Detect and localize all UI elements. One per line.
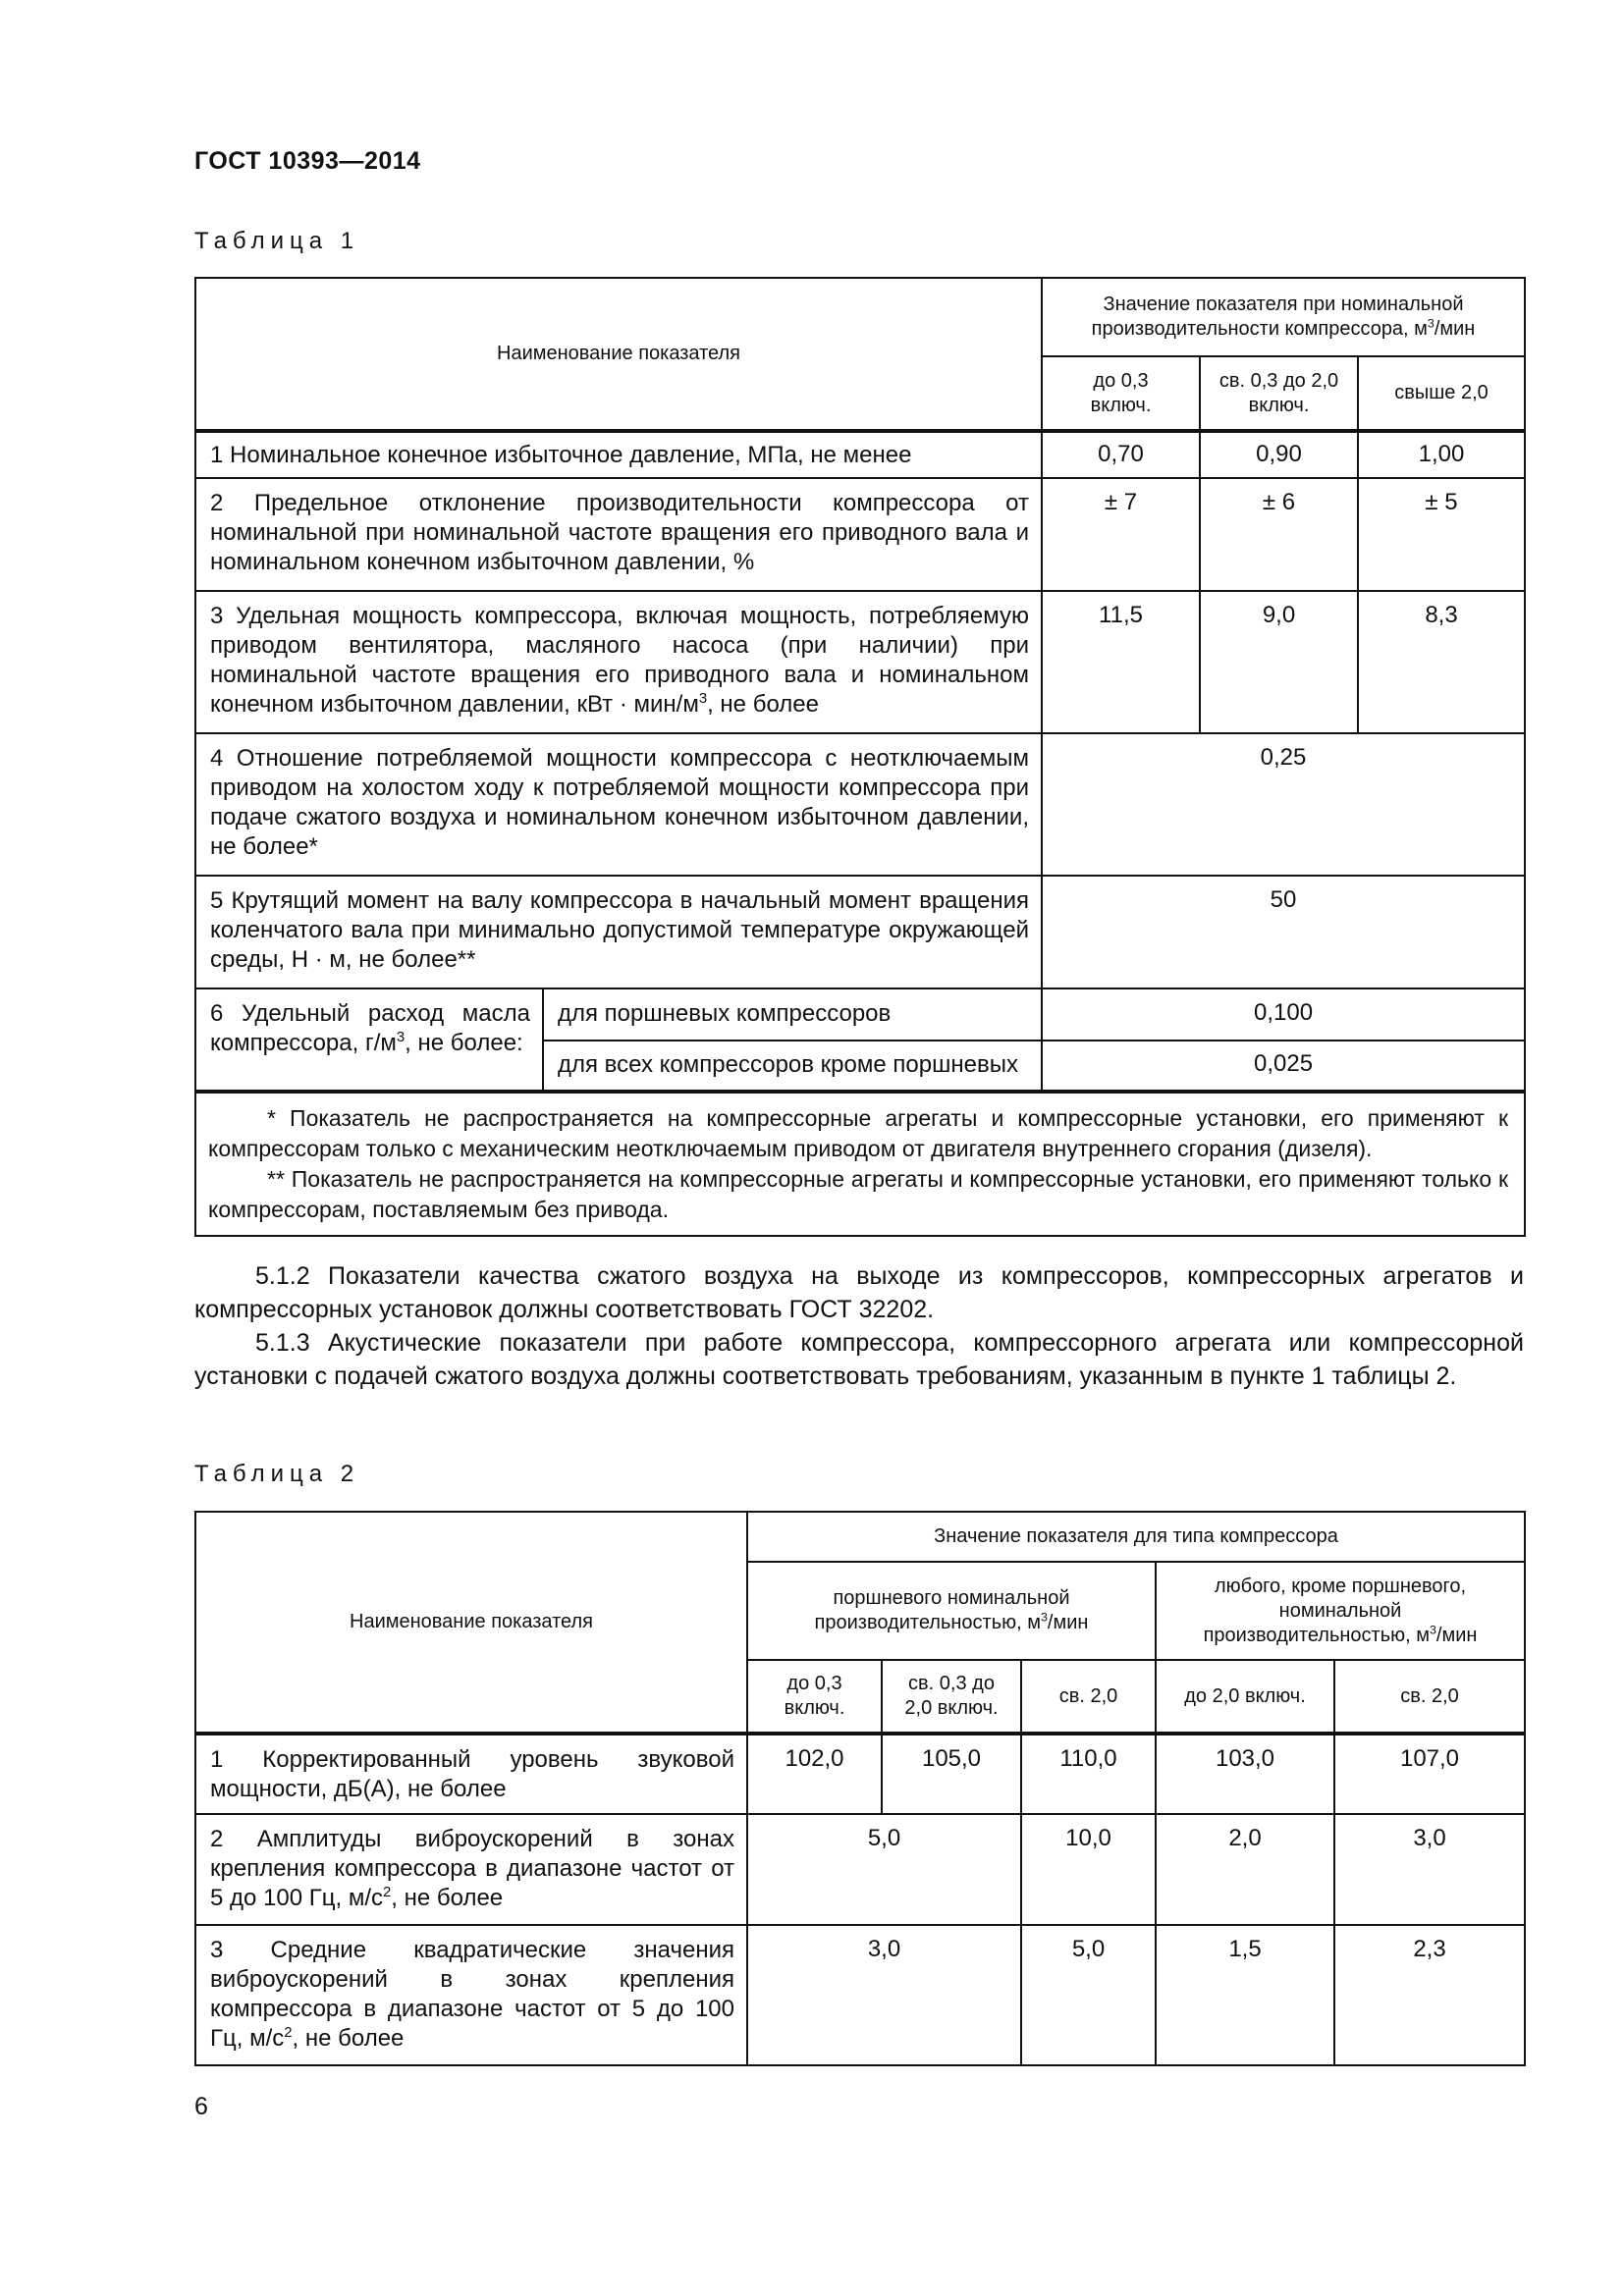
t2-row2-v4: 2,0 xyxy=(1156,1814,1334,1925)
t1-row6-sub1: для поршневых компрессоров xyxy=(543,988,1042,1041)
t2-row1-v3: 110,0 xyxy=(1021,1734,1156,1814)
t1-row2-name: 2 Предельное отклонение производительности компрессора от номинальной при номинальной частоте вращения его приводного вала и номинальном конечном избыточном давлении, % xyxy=(195,478,1042,591)
t1-row4-name: 4 Отношение потребляемой мощности компрессора с неотключаемым приводом на холостом ходу к потребляемой мощности компрессора при подаче сжатого воздуха и номинальном конечном избыточном давлении, не более* xyxy=(195,733,1042,876)
t2-row1-v5: 107,0 xyxy=(1334,1734,1525,1814)
t1-row3-name: 3 Удельная мощность компрессора, включая мощность, потребляемую приводом вентилятора, масляного насоса (при наличии) при номинальной частоте вращения его приводного вала и номинальном конечном избыточном давлении, кВт · мин/$м^3$, не более xyxy=(195,591,1042,733)
t1-row3-v3: 8,3 xyxy=(1358,591,1525,733)
t1-head-col1: до 0,3 включ. xyxy=(1042,356,1200,431)
t1-head-col3: свыше 2,0 xyxy=(1358,356,1525,431)
t2-row2-v5: 3,0 xyxy=(1334,1814,1525,1925)
t2-row3-v5: 2,3 xyxy=(1334,1925,1525,2065)
t2-head-group: Значение показателя для типа компрессора xyxy=(747,1512,1525,1562)
t1-row2-v3: ± 5 xyxy=(1358,478,1525,591)
t1-head-name: Наименование показателя xyxy=(195,278,1042,431)
t2-row2-name: 2 Амплитуды виброускорений в зонах крепления компрессора в диапазоне частот от 5 до 100 Гц, $м/с^2$, не более xyxy=(195,1814,747,1925)
paragraphs xyxy=(194,1259,1524,1393)
t2-head-other: любого, кроме поршневого, номинальной производительностью, $м^3$/мин xyxy=(1156,1562,1525,1660)
t1-row6-name: 6 Удельный расход масла компрессора, $г/м^3$, не более: xyxy=(195,988,543,1092)
t2-head-c5: св. 2,0 xyxy=(1334,1660,1525,1734)
t2-head-c3: св. 2,0 xyxy=(1021,1660,1156,1734)
table2-caption: Таблица 2 xyxy=(194,1461,360,1487)
t1-row1-name: 1 Номинальное конечное избыточное давление, МПа, не менее xyxy=(195,431,1042,478)
t2-row1-v4: 103,0 xyxy=(1156,1734,1334,1814)
t2-head-piston: поршневого номинальной производительностью, $м^3$/мин xyxy=(747,1562,1156,1660)
table1 xyxy=(194,277,1526,1237)
para-5-1-2: 5.1.2 Показатели качества сжатого воздуха на выходе из компрессоров, компрессорных агрегатов и компрессорных установок должны соответствовать ГОСТ 32202. xyxy=(194,1262,1524,1323)
t1-row1-v3: 1,00 xyxy=(1358,431,1525,478)
t1-row5-name: 5 Крутящий момент на валу компрессора в начальный момент вращения коленчатого вала при минимально допустимой температуре окружающей среды, Н · м, не более** xyxy=(195,876,1042,988)
document-header: ГОСТ 10393—2014 xyxy=(194,147,421,175)
t2-row1-name: 1 Корректированный уровень звуковой мощности, дБ(А), не более xyxy=(195,1734,747,1814)
t1-row6-sub1-value: 0,100 xyxy=(1042,988,1525,1041)
t2-head-name: Наименование показателя xyxy=(195,1512,747,1734)
para-5-1-3: 5.1.3 Акустические показатели при работе компрессора, компрессорного агрегата или компрессорной установки с подачей сжатого воздуха должны соответствовать требованиям, указанным в пункте 1 таблицы 2. xyxy=(194,1329,1524,1390)
t2-head-c4: до 2,0 включ. xyxy=(1156,1660,1334,1734)
t1-row2-v2: ± 6 xyxy=(1200,478,1358,591)
t2-row2-v12: 5,0 xyxy=(747,1814,1021,1925)
t1-row6-sub2: для всех компрессоров кроме поршневых xyxy=(543,1041,1042,1092)
t1-note2: ** Показатель не распространяется на компрессорные агрегаты и компрессорные установки, его применяют только к компрессорам, поставляемым без привода. xyxy=(208,1166,1509,1222)
t1-row6-sub2-value: 0,025 xyxy=(1042,1041,1525,1092)
t1-row4-value: 0,25 xyxy=(1042,733,1525,876)
t2-row3-v3: 5,0 xyxy=(1021,1925,1156,2065)
t1-row5-value: 50 xyxy=(1042,876,1525,988)
t2-row2-v3: 10,0 xyxy=(1021,1814,1156,1925)
t2-row1-v2: 105,0 xyxy=(882,1734,1021,1814)
t1-row3-v2: 9,0 xyxy=(1200,591,1358,733)
t1-row1-v2: 0,90 xyxy=(1200,431,1358,478)
t1-row3-v1: 11,5 xyxy=(1042,591,1200,733)
page-number: 6 xyxy=(194,2093,208,2120)
t1-head-group: Значение показателя при номинальной производительности компрессора, $м^3$/мин xyxy=(1042,278,1525,356)
t2-row1-v1: 102,0 xyxy=(747,1734,882,1814)
table2 xyxy=(194,1511,1526,2066)
t1-head-col2: св. 0,3 до 2,0 включ. xyxy=(1200,356,1358,431)
t2-head-c1: до 0,3 включ. xyxy=(747,1660,882,1734)
t2-head-c2: св. 0,3 до 2,0 включ. xyxy=(882,1660,1021,1734)
t2-row3-v12: 3,0 xyxy=(747,1925,1021,2065)
t1-note1: * Показатель не распространяется на компрессорные агрегаты и компрессорные установки, его применяют к компрессорам только с механическим неотключаемым приводом от двигателя внутреннего сгорания (дизеля). xyxy=(208,1105,1509,1161)
t1-row1-v1: 0,70 xyxy=(1042,431,1200,478)
t2-row3-name: 3 Средние квадратические значения виброускорений в зонах крепления компрессора в диапазоне частот от 5 до 100 Гц, $м/с^2$, не более xyxy=(195,1925,747,2065)
t1-row2-v1: ± 7 xyxy=(1042,478,1200,591)
t1-notes xyxy=(195,1092,1525,1236)
table1-caption: Таблица 1 xyxy=(194,228,360,254)
t2-row3-v4: 1,5 xyxy=(1156,1925,1334,2065)
